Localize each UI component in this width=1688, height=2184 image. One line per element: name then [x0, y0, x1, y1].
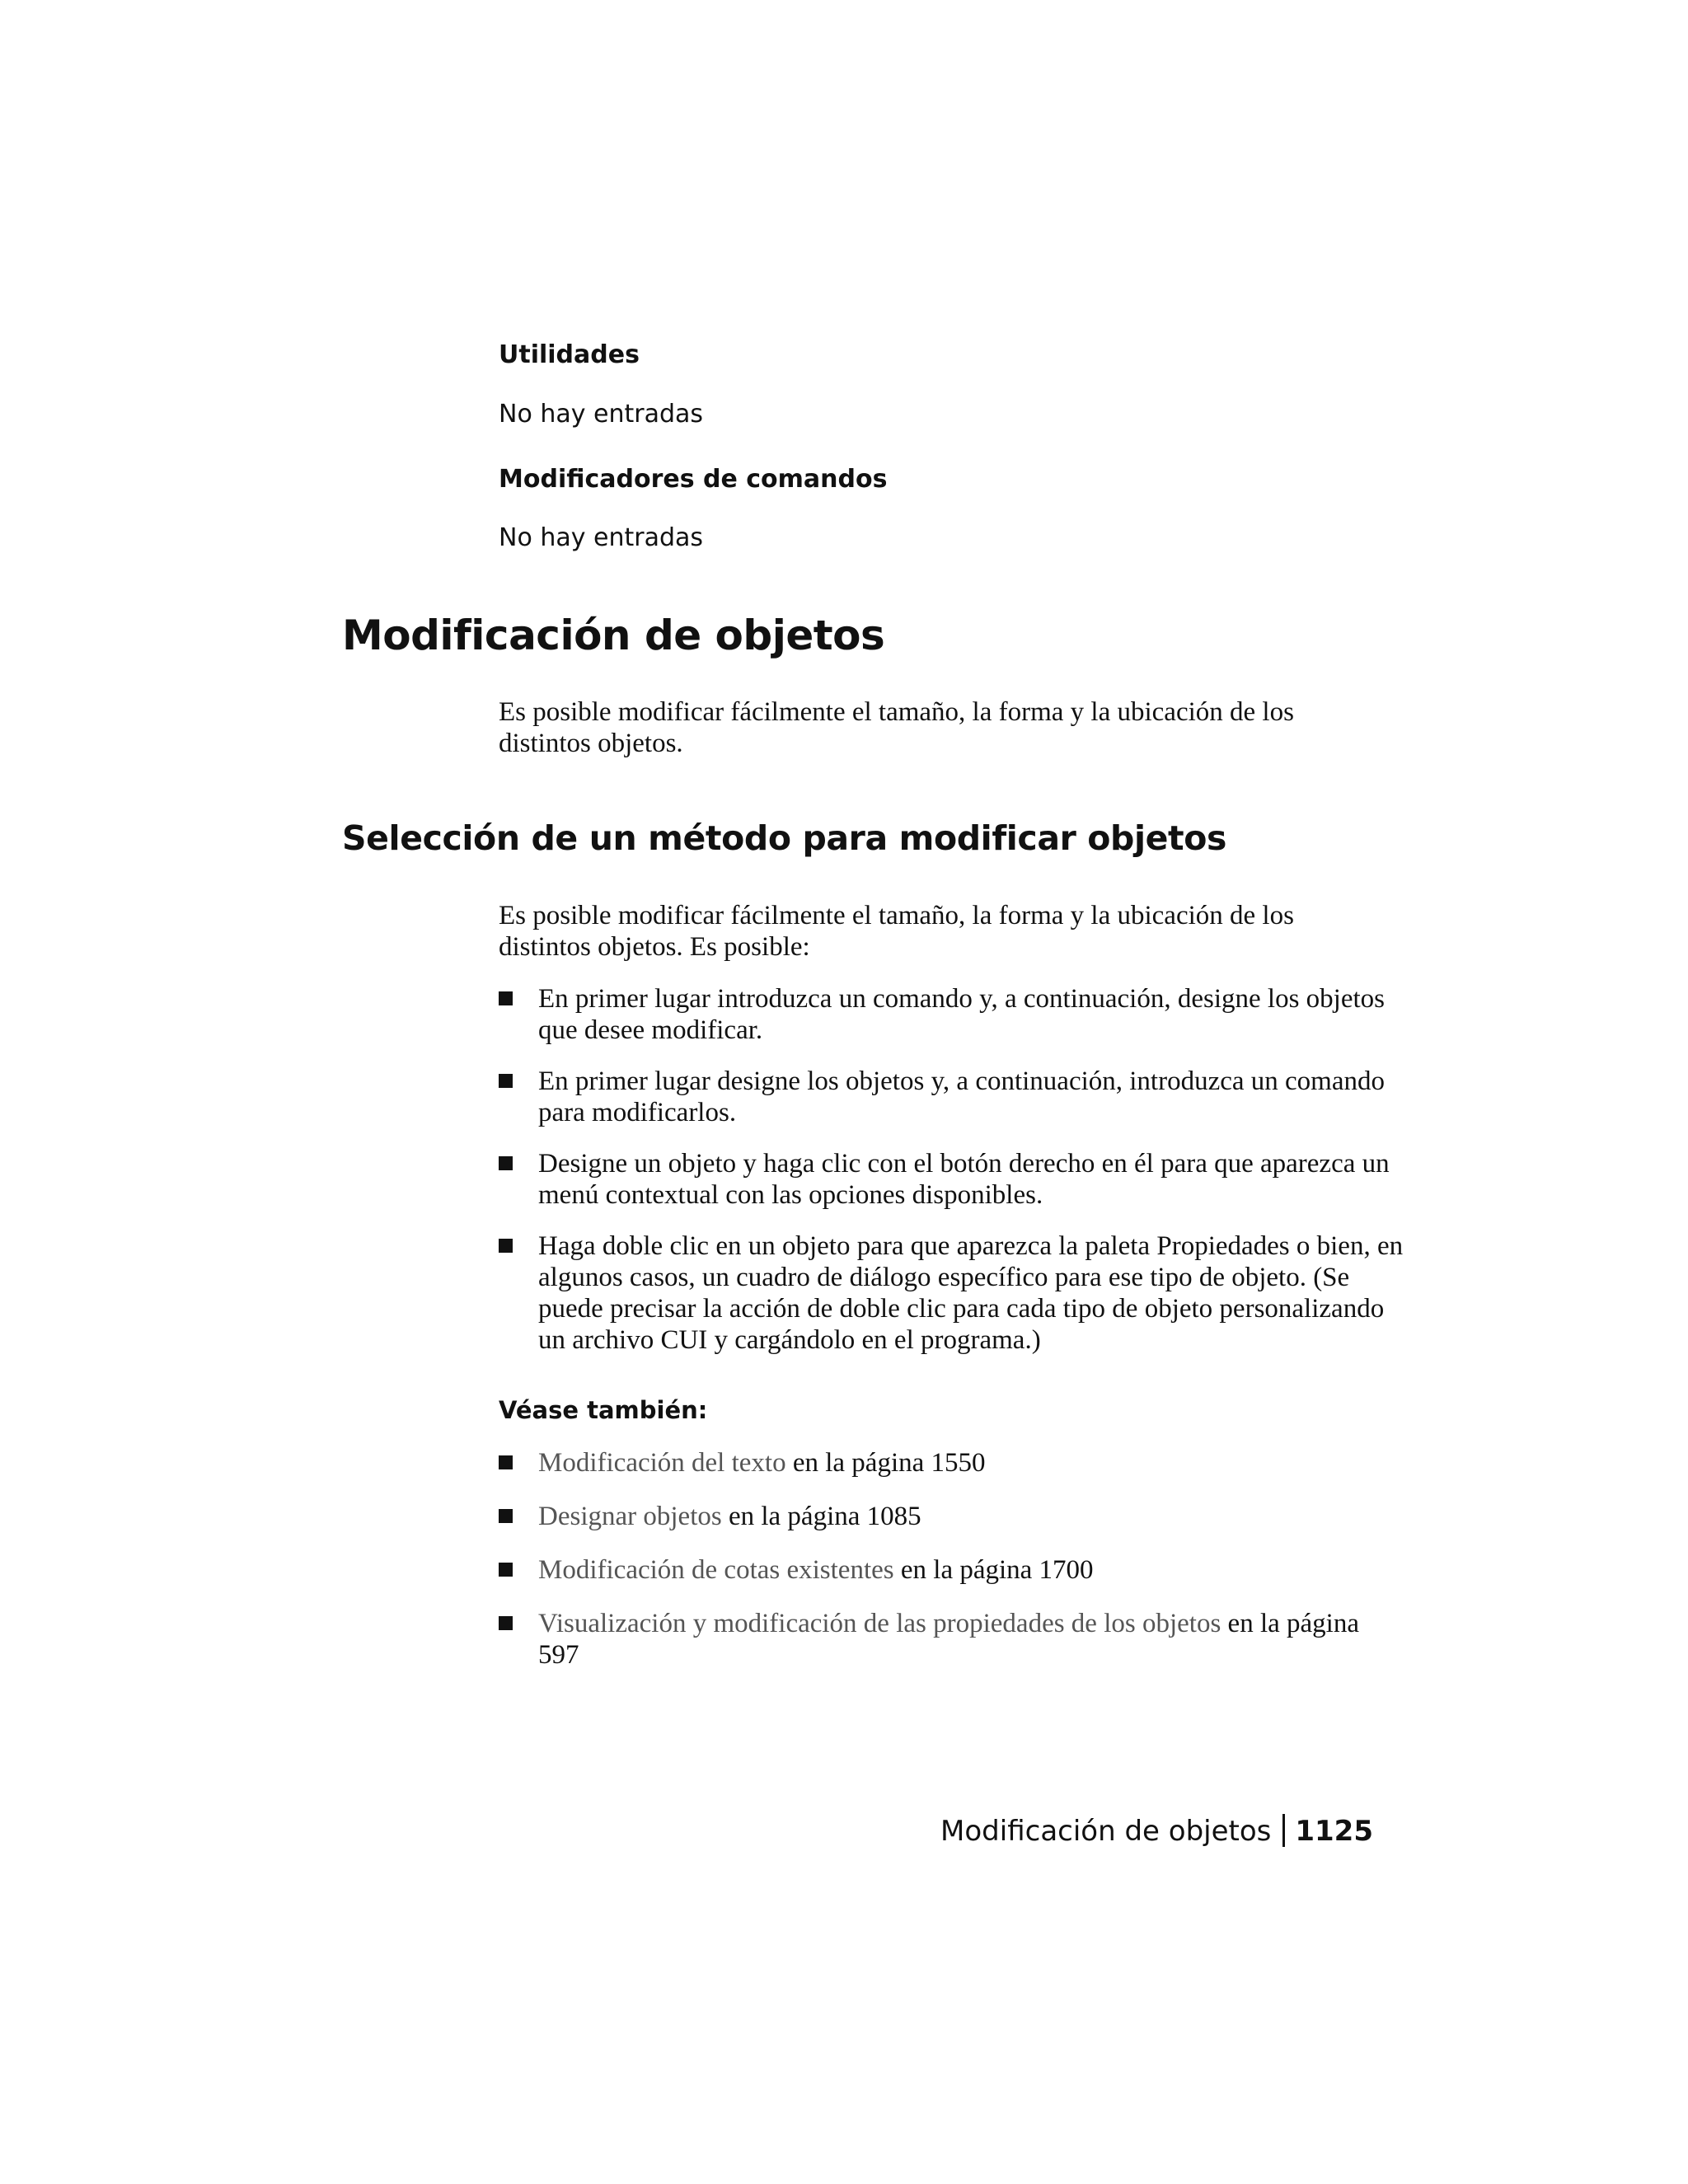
see-also-link-designate-objects[interactable]: Designar objetos — [538, 1502, 722, 1531]
method-bullet-list — [499, 983, 1405, 1356]
see-also-page-ref: en la página 597 — [538, 1609, 1359, 1670]
section-intro-modification: Es posible modificar fácilmente el tamaño, la forma y la ubicación de los distintos objetos. — [499, 697, 1294, 758]
square-bullet-icon — [499, 1074, 513, 1088]
square-bullet-icon — [499, 1616, 513, 1630]
see-also-item — [499, 1447, 1405, 1479]
list-item-text: En primer lugar introduzca un comando y, a continuación, designe los objetos que desee modificar. — [538, 984, 1385, 1045]
see-also-heading: Véase también: — [499, 1396, 708, 1424]
see-also-item — [499, 1608, 1405, 1671]
list-item — [499, 1148, 1405, 1211]
list-item — [499, 1230, 1405, 1356]
see-also-list — [499, 1447, 1405, 1671]
list-item-text: Haga doble clic en un objeto para que aparezca la paleta Propiedades o bien, en algunos casos, un cuadro de diálogo específico para ese tipo de objeto. (Se puede precisar la acción de doble clic para cada tipo de objeto personalizando un archivo CUI y cargándolo en el programa.) — [538, 1231, 1404, 1355]
page-footer — [940, 1813, 1373, 1849]
see-also-page-ref: en la página 1085 — [721, 1502, 921, 1531]
see-also-item — [499, 1501, 1405, 1532]
utilities-text: No hay entradas — [499, 400, 704, 429]
command-modifiers-heading: Modificadores de comandos — [499, 465, 888, 494]
footer-section-title: Modificación de objetos — [940, 1815, 1272, 1848]
see-also-page-ref: en la página 1550 — [785, 1448, 986, 1478]
square-bullet-icon — [499, 991, 513, 1005]
see-also-link-properties[interactable]: Visualización y modificación de las propiedades de los objetos — [538, 1609, 1221, 1638]
list-item — [499, 983, 1405, 1046]
see-also-link-text-modification[interactable]: Modificación del texto — [538, 1448, 786, 1478]
see-also-page-ref: en la página 1700 — [893, 1555, 1094, 1585]
square-bullet-icon — [499, 1563, 513, 1577]
list-item — [499, 1066, 1405, 1128]
section-title-modification: Modificación de objetos — [342, 612, 885, 659]
footer-divider — [1282, 1814, 1285, 1847]
command-modifiers-text: No hay entradas — [499, 523, 704, 552]
see-also-item — [499, 1554, 1405, 1586]
square-bullet-icon — [499, 1156, 513, 1170]
section-title-method: Selección de un método para modificar objetos — [342, 818, 1227, 858]
square-bullet-icon — [499, 1239, 513, 1253]
square-bullet-icon — [499, 1455, 513, 1469]
utilities-heading: Utilidades — [499, 340, 640, 369]
see-also-link-dimensions[interactable]: Modificación de cotas existentes — [538, 1555, 894, 1585]
section-intro-method: Es posible modificar fácilmente el tamaño, la forma y la ubicación de los distintos objetos. Es posible: — [499, 901, 1294, 962]
square-bullet-icon — [499, 1509, 513, 1523]
page-number: 1125 — [1295, 1815, 1373, 1848]
list-item-text: Designe un objeto y haga clic con el botón derecho en él para que aparezca un menú contextual con las opciones disponibles. — [538, 1149, 1390, 1210]
list-item-text: En primer lugar designe los objetos y, a continuación, introduzca un comando para modificarlos. — [538, 1066, 1385, 1127]
